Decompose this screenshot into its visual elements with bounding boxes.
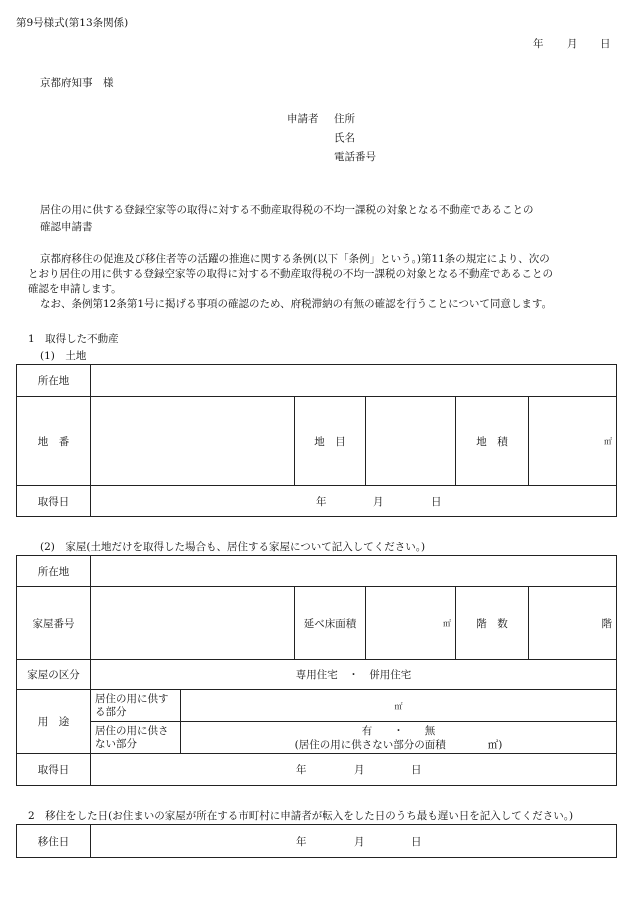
section2-heading: 2 移住をした日(お住まいの家屋が所在する市町村に申請者が転入をした日のうち最も遅い日を記入してください。) [28,810,574,822]
residential-unit: ㎡ [394,701,403,711]
house-number-label: 家屋番号 [17,587,91,660]
floors-label: 階 数 [456,587,529,660]
house-heading: (2) 家屋(土地だけを取得した場合も、居住する家屋について記入してください。) [40,541,426,553]
residential-part-label: 居住の用に供する部分 [91,690,181,722]
move-date-day: 日 [411,836,422,848]
land-table [16,364,617,517]
applicant-address-label: 住所 [334,113,355,125]
move-date-year: 年 [296,836,307,848]
title-line1: 居住の用に供する登録空家等の取得に対する不動産取得税の不均一課税の対象となる不動産であることの [40,204,534,216]
addressee: 京都府知事 様 [40,77,114,89]
land-acquired-date-field[interactable] [91,486,617,517]
house-type-label: 家屋の区分 [17,660,91,690]
house-date-month: 月 [354,764,365,776]
move-date-month: 月 [354,836,365,848]
land-location-field[interactable] [91,365,617,397]
land-acquired-date-label: 取得日 [17,486,91,517]
land-lot-number-field[interactable] [91,397,295,486]
date-year-label: 年 [533,38,544,50]
house-acquired-date-field[interactable] [91,754,617,786]
land-heading: (1) 土地 [40,350,87,362]
move-date-table [16,824,617,858]
house-acquired-date-label: 取得日 [17,754,91,786]
title-line2: 確認申請書 [40,221,93,233]
land-category-field[interactable] [366,397,456,486]
move-date-label: 移住日 [17,825,91,858]
non-residential-area: (居住の用に供さない部分の面積 ㎡) [294,738,503,751]
non-residential-part-label: 居住の用に供さない部分 [91,722,181,754]
floors-unit: 階 [601,617,612,630]
land-date-year: 年 [316,496,327,508]
house-type-options[interactable]: 専用住宅 ・ 併用住宅 [91,660,617,690]
date-day-label: 日 [600,38,611,50]
use-label: 用 途 [17,690,91,754]
section1-heading: 1 取得した不動産 [28,333,119,345]
applicant-phone-label: 電話番号 [334,151,376,163]
land-lot-number-label: 地 番 [17,397,91,486]
land-area-field[interactable] [529,397,617,486]
land-date-month: 月 [373,496,384,508]
body-para1-line1: 京都府移住の促進及び移住者等の活躍の推進に関する条例(以下「条例」という。)第11条の規定により、次の [40,253,550,265]
form-number: 第9号様式(第13条関係) [16,17,129,29]
floors-field[interactable] [529,587,617,660]
body-para1-line3: 確認を申請します。 [28,283,122,295]
house-table [16,555,617,786]
body-para1-line2: とおり居住の用に供する登録空家等の取得に対する不動産取得税の不均一課税の対象となる不動産であることの [28,268,553,280]
land-area-unit: ㎡ [604,437,613,446]
land-category-label: 地 目 [295,397,366,486]
residential-part-field[interactable] [181,690,617,722]
date-month-label: 月 [567,38,578,50]
house-number-field[interactable] [91,587,295,660]
floor-area-field[interactable] [366,587,456,660]
floor-area-label: 延べ床面積 [295,587,366,660]
move-date-field[interactable] [91,825,617,858]
land-location-label: 所在地 [17,365,91,397]
floor-area-unit: ㎡ [443,619,451,628]
applicant-name-label: 氏名 [334,132,355,144]
body-para2: なお、条例第12条第1号に掲げる事項の確認のため、府税滞納の有無の確認を行うことについて同意します。 [40,298,553,310]
land-area-label: 地 積 [456,397,529,486]
house-location-label: 所在地 [17,556,91,587]
house-date-year: 年 [296,764,307,776]
non-residential-part-field[interactable] [181,722,617,754]
applicant-label: 申請者 [287,113,319,125]
non-residential-yesno[interactable]: 有 ・ 無 [361,724,436,737]
house-location-field[interactable] [91,556,617,587]
house-date-day: 日 [411,764,422,776]
land-date-day: 日 [431,496,442,508]
